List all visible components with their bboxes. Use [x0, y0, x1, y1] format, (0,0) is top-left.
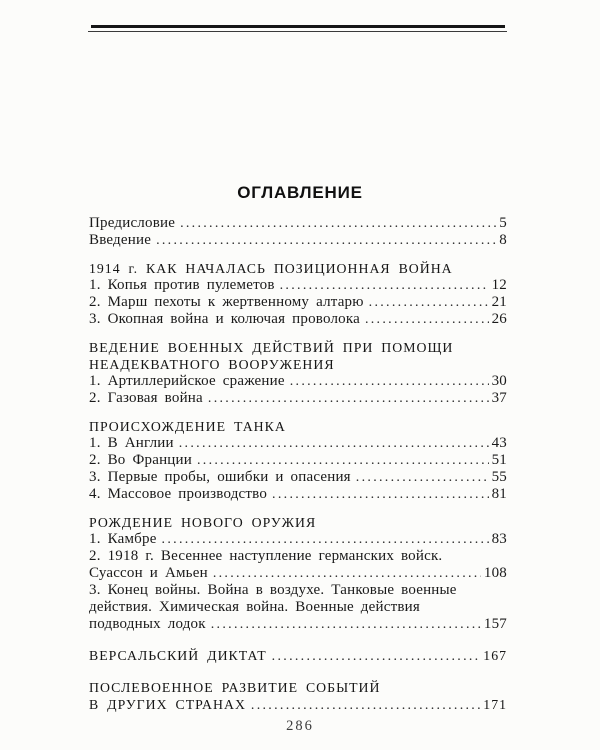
- toc-heading-line: ПРОИСХОЖДЕНИЕ ТАНКА: [89, 419, 286, 434]
- toc-item-line: Суассон и Амьен: [89, 565, 208, 581]
- toc-page-number: 8: [499, 232, 507, 248]
- toc-page-number: 108: [483, 565, 507, 581]
- toc-row: [89, 582, 507, 599]
- top-rule-thick: [91, 25, 505, 28]
- toc-section: [89, 679, 507, 714]
- toc-row: [89, 339, 507, 356]
- toc-item-line: 2. Во Франции: [89, 452, 192, 468]
- toc-item-line: 4. Массовое производство: [89, 486, 268, 502]
- dot-leader: [180, 215, 496, 232]
- toc-item-line: 1. Артиллерийское сражение: [89, 373, 285, 389]
- toc-item-line: 2. Марш пехоты к жертвенному алтарю: [89, 294, 364, 310]
- toc-heading-line: 1914 г. КАК НАЧАЛАСЬ ПОЗИЦИОННАЯ ВОЙНА: [89, 261, 453, 276]
- toc-heading-line: РОЖДЕНИЕ НОВОГО ОРУЖИЯ: [89, 515, 317, 530]
- toc-item-line: подводных лодок: [89, 616, 206, 632]
- toc-page-number: 171: [483, 697, 507, 712]
- toc-row: [89, 469, 507, 486]
- toc-row: [89, 215, 507, 232]
- dot-leader: [356, 469, 489, 486]
- dot-leader: [208, 390, 489, 407]
- dot-leader: [272, 486, 489, 503]
- toc-row: [89, 260, 507, 277]
- toc-heading-line: В ДРУГИХ СТРАНАХ: [89, 697, 246, 712]
- toc-row: [89, 599, 507, 616]
- dot-leader: [365, 311, 489, 328]
- dot-leader: [272, 647, 481, 665]
- toc-item-line: Введение: [89, 232, 152, 248]
- toc-section: [89, 418, 507, 503]
- toc-page-number: 26: [491, 311, 507, 327]
- dot-leader: [290, 373, 489, 390]
- toc-heading-line: ПОСЛЕВОЕННОЕ РАЗВИТИЕ СОБЫТИЙ: [89, 680, 381, 695]
- toc-item-line: 1. В Англии: [89, 435, 174, 451]
- toc-row: [89, 514, 507, 531]
- dot-leader: [197, 452, 489, 469]
- toc-page-number: 55: [491, 469, 507, 485]
- dot-leader: [213, 565, 481, 582]
- dot-leader: [251, 696, 480, 714]
- page-number: 286: [286, 718, 314, 734]
- toc-row: [89, 616, 507, 633]
- toc-row: [89, 418, 507, 435]
- toc-page-number: 167: [483, 648, 507, 663]
- toc-section: [89, 514, 507, 633]
- toc-row: [89, 679, 507, 696]
- toc-heading-line: ВЕРСАЛЬСКИЙ ДИКТАТ: [89, 648, 267, 663]
- toc-section: [89, 647, 507, 665]
- toc-page-number: 37: [491, 390, 507, 406]
- dot-leader: [369, 294, 489, 311]
- toc-row: [89, 435, 507, 452]
- toc-page-number: 30: [491, 373, 507, 389]
- toc-front-matter: [89, 215, 507, 249]
- toc-page-number: 81: [491, 486, 507, 502]
- dot-leader: [211, 616, 481, 633]
- dot-leader: [162, 531, 489, 548]
- toc-row: [89, 277, 507, 294]
- toc-item-line: 1. Камбре: [89, 531, 157, 547]
- toc-item-line: 3. Конец войны. Война в воздухе. Танковые военные: [89, 582, 457, 598]
- toc-heading-line: ВЕДЕНИЕ ВОЕННЫХ ДЕЙСТВИЙ ПРИ ПОМОЩИ: [89, 340, 454, 355]
- toc-heading-line: НЕАДЕКВАТНОГО ВООРУЖЕНИЯ: [89, 357, 335, 372]
- toc-item-line: 3. Окопная война и колючая проволока: [89, 311, 360, 327]
- toc-row: [89, 232, 507, 249]
- toc-row: [89, 311, 507, 328]
- dot-leader: [156, 232, 496, 249]
- page-title: ОГЛАВЛЕНИЕ: [237, 183, 363, 202]
- toc-page-number: 83: [491, 531, 507, 547]
- table-of-contents: [89, 215, 507, 714]
- toc-page-number: 157: [483, 616, 507, 632]
- toc-item-line: 3. Первые пробы, ошибки и опасения: [89, 469, 351, 485]
- toc-item-line: 1. Копья против пулеметов: [89, 277, 275, 293]
- toc-row: [89, 486, 507, 503]
- toc-page-number: 21: [491, 294, 507, 310]
- toc-row: [89, 531, 507, 548]
- toc-row: [89, 294, 507, 311]
- toc-section: [89, 260, 507, 328]
- toc-page-number: 51: [491, 452, 507, 468]
- toc-item-line: 2. 1918 г. Весеннее наступление германских войск.: [89, 548, 443, 564]
- toc-item-line: 2. Газовая война: [89, 390, 203, 406]
- toc-row: [89, 696, 507, 714]
- toc-row: [89, 390, 507, 407]
- toc-row: [89, 565, 507, 582]
- toc-item-line: действия. Химическая война. Военные действия: [89, 599, 420, 615]
- toc-row: [89, 373, 507, 390]
- toc-page-number: 5: [499, 215, 507, 231]
- toc-row: [89, 452, 507, 469]
- dot-leader: [179, 435, 489, 452]
- toc-page-number: 43: [491, 435, 507, 451]
- top-rule-thin: [88, 31, 507, 32]
- toc-row: [89, 548, 507, 565]
- toc-row: [89, 647, 507, 665]
- toc-page-number: 12: [491, 277, 507, 293]
- toc-item-line: Предисловие: [89, 215, 176, 231]
- toc-row: [89, 356, 507, 373]
- toc-section: [89, 339, 507, 407]
- dot-leader: [280, 277, 489, 294]
